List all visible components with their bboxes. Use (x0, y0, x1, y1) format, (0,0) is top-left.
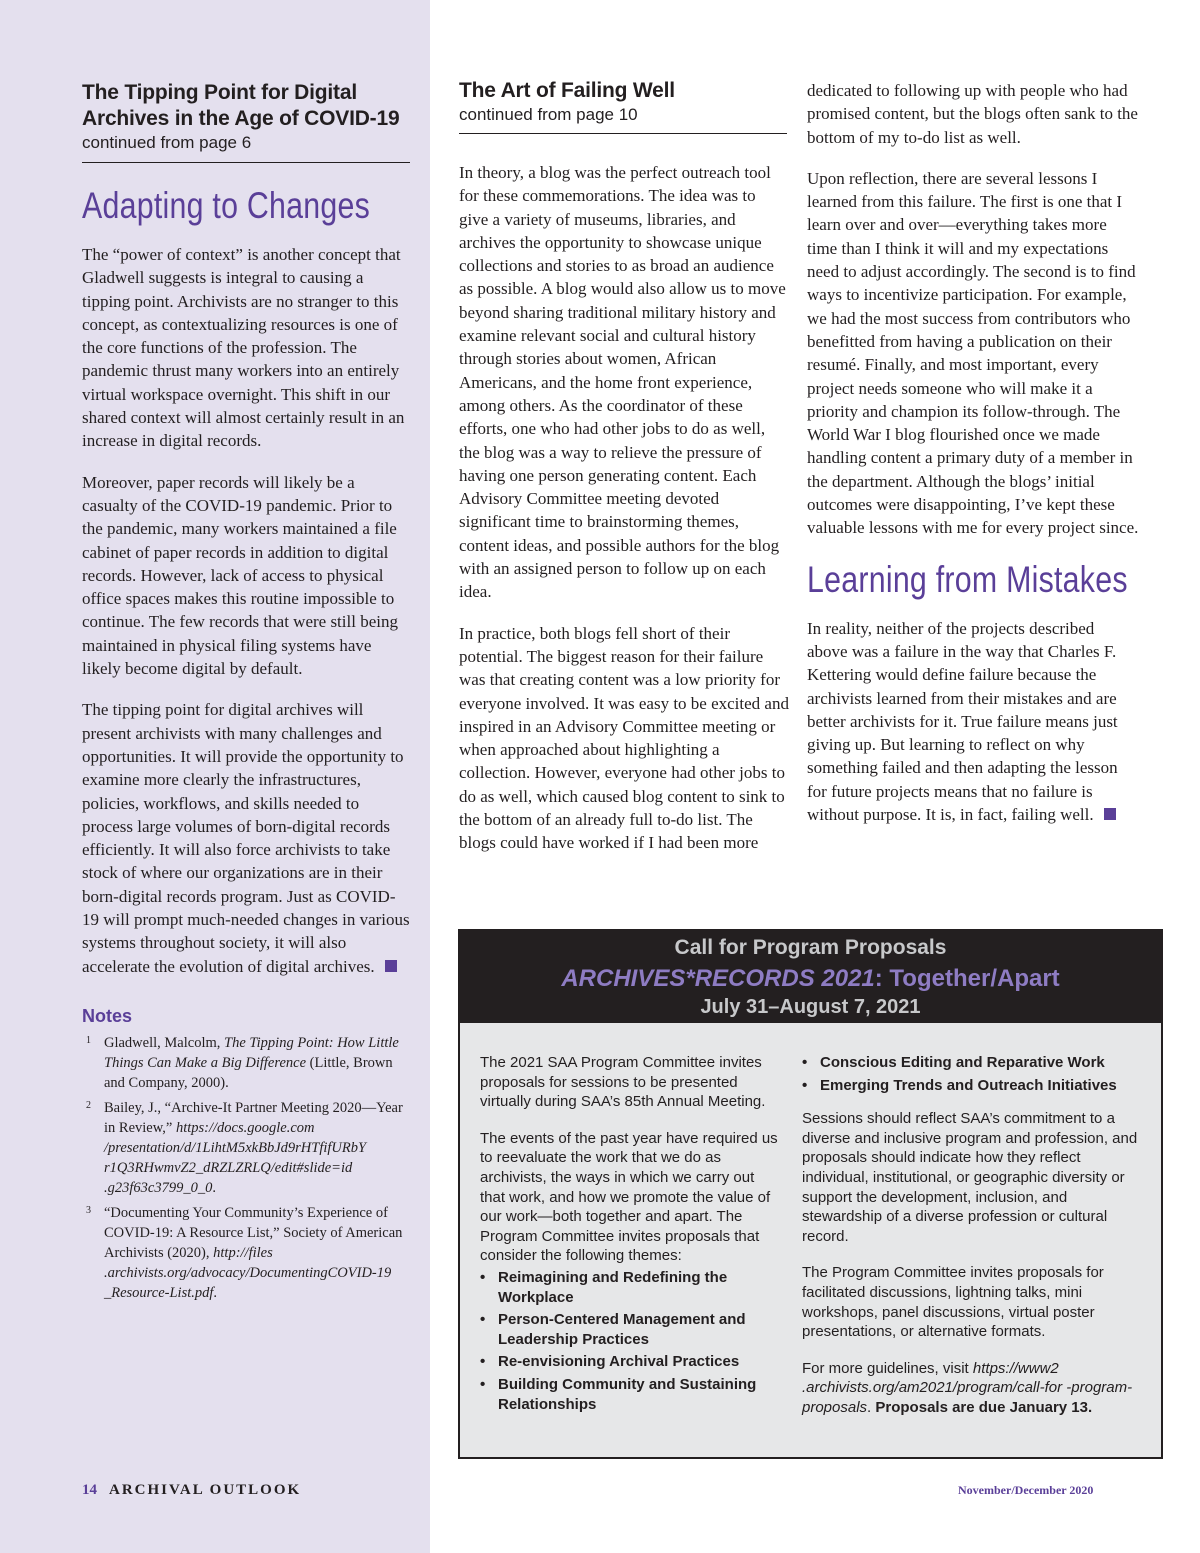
end-mark-icon (385, 960, 397, 972)
sidebar-paragraph-2: Moreover, paper records will likely be a casualty of the COVID-19 pandemic. Prior to the pandemic, many workers maintained a file cabinet of paper records in addition to digital records. However, lack of access to physical office spaces makes this routine impossible to continue. The few records that were still being maintained in physical filing systems have likely become digital by default. (82, 472, 398, 679)
note-text: “Documenting Your Community’s Experience of COVID-19: A Resource List,” Society of American Archivists (2020), (104, 1204, 403, 1261)
page-number: 14 (82, 1482, 97, 1498)
note-number: 1 (86, 1034, 91, 1046)
note-item (82, 1098, 407, 1199)
note-text-end: (Little, Brown and Company, 2000). (104, 1055, 393, 1092)
cfp-guidelines-pre: For more guidelines, visit (802, 1359, 973, 1377)
cfp-intro-paragraph: The 2021 SAA Program Committee invites proposals for sessions to be presented virtually during SAA’s 85th Annual Meeting. (480, 1054, 766, 1111)
note-number: 2 (86, 1099, 91, 1111)
middle-kicker-subtitle: continued from page 10 (459, 105, 638, 124)
cfp-themes-list-right (802, 1053, 1147, 1095)
cfp-themes-list-left (480, 1268, 780, 1414)
call-for-proposals-box (458, 929, 1163, 1459)
sidebar-kicker-rule (82, 162, 410, 163)
cfp-right-column (802, 1053, 1147, 1418)
right-paragraph-1: dedicated to following up with people who had promised content, but the blogs often sank to the bottom of my to-do list as well. (807, 81, 1138, 147)
right-paragraph-2: Upon reflection, there are several lessons I learned from this failure. The first is one that I learn over and over—everything takes more time than I think it will and my expectations need to adjust accordingly. The second is to find ways to incentivize participation. For example, we had the most success from contributors who benefitted from having a publication on their resumé. Finally, and most important, every project needs someone who will make it a priority and champion its follow-through. The World War I blog flourished once we made handling content a primary duty of a member in the department. Although the blogs’ initial outcomes were disappointing, I’ve kept these valuable lessons with me for every project since. (807, 168, 1139, 538)
sidebar-kicker-subtitle: continued from page 6 (82, 133, 252, 152)
publication-name: ARCHIVAL OUTLOOK (109, 1482, 302, 1498)
middle-paragraph-2: In practice, both blogs fell short of their potential. The biggest reason for their failure was that creating content was a low priority for everyone involved. It was easy to be excited and inspired in an Advisory Committee meeting or when approached about highlighting a collection. However, everyone had other jobs to do as well, which caused blog content to sink to the bottom of an already full to-do list. The blogs could have worked if I had been more (459, 623, 789, 853)
cfp-events-paragraph: The events of the past year have required us to reevaluate the work that we do as archivists, the ways in which we carry out that work, and how we promote the value of our work—both together and apart. The Program Committee invites proposals that consider the following themes: (480, 1129, 778, 1265)
right-closing-text: In reality, neither of the projects described above was a failure in the way that Charles F. Kettering would define failure because the archivists learned from their mistakes and are better archivists for it. True failure means just giving up. But learning to reflect on why something failed and then adapting the lesson for future projects means that no failure is without purpose. It is, in fact, failing well. (807, 618, 1118, 825)
middle-kicker-title: The Art of Failing Well (459, 79, 675, 102)
sidebar-kicker-title (82, 80, 412, 132)
notes-heading: Notes (82, 1005, 133, 1026)
cfp-guidelines-paragraph (802, 1359, 1147, 1418)
right-column (807, 79, 1139, 826)
sidebar-kicker-title-line-2: Archives in the Age of COVID-19 (82, 107, 400, 130)
note-text-end: . (212, 1180, 216, 1197)
middle-kicker-rule (459, 133, 787, 134)
footer-publication (82, 1482, 301, 1499)
note-text-end: . (213, 1285, 218, 1302)
cfp-dates: July 31–August 7, 2021 (700, 996, 921, 1018)
note-link[interactable]: https://docs.google.com /presentation/d/1LihtM5xkBbJd9rHTfifURbY r1Q3RHwmvZ2_dRZLZRLQ/edit#slide=id .g23f63c3799_0_0 (104, 1119, 367, 1197)
cfp-header (460, 931, 1161, 1023)
cfp-deadline: Proposals are due January 13. (875, 1398, 1093, 1416)
cfp-theme-item: • Re-envisioning Archival Practices (480, 1352, 780, 1372)
cfp-theme-item: • Reimagining and Redefining the Workplace (480, 1268, 780, 1307)
note-title: The Tipping Point: How Little Things Can Make a Big Difference (104, 1034, 399, 1072)
cfp-event-italic: ARCHIVES*RECORDS 2021 (561, 965, 875, 992)
cfp-theme-item: • Person-Centered Management and Leadership Practices (480, 1310, 780, 1349)
sidebar-column (82, 80, 412, 1308)
note-text: Bailey, J., “Archive-It Partner Meeting 2020—Year in Review,” (104, 1099, 403, 1136)
cfp-theme-item: • Conscious Editing and Reparative Work (802, 1053, 1147, 1073)
footer-issue: November/December 2020 (958, 1483, 1094, 1497)
note-number: 3 (86, 1204, 91, 1216)
sidebar-kicker-title-line-1: The Tipping Point for Digital (82, 81, 357, 104)
cfp-theme-item: • Emerging Trends and Outreach Initiatives (802, 1076, 1147, 1096)
cfp-theme-item: • Building Community and Sustaining Relationships (480, 1375, 780, 1414)
note-item (82, 1033, 407, 1094)
middle-body (459, 161, 789, 855)
middle-column (459, 78, 789, 855)
cfp-event-name (460, 965, 1161, 993)
sidebar-paragraph-3-text: The tipping point for digital archives will present archivists with many challenges and opportunities. It will provide the opportunity to examine more clearly the infrastructures, policies, workflows, and skills needed to process large volumes of born-digital records efficiently. It will also force archivists to take stock of where our organizations are in their born-digital records program. Just as COVID-19 will prompt much-needed changes in various systems throughout society, it will also accelerate the evolution of digital archives. (82, 700, 410, 976)
cfp-guidelines-mid: . (867, 1398, 876, 1416)
notes-list (82, 1033, 407, 1304)
note-link[interactable]: http://files .archivists.org/advocacy/DocumentingCOVID-19 _Resource-List.pdf (104, 1244, 392, 1302)
middle-paragraph-1: In theory, a blog was the perfect outreach tool for these commemorations. The idea was to give a variety of museums, libraries, and archives the opportunity to showcase unique collections and stories to as broad an audience as possible. A blog would also allow us to move beyond sharing traditional military history and examine relevant social and cultural history through stories about women, African Americans, and the home front experience, among others. As the coordinator of these efforts, one who had other jobs to do as well, the blog was a way to relieve the pressure of having one person generating content. Each Advisory Committee meeting devoted significant time to brainstorming themes, content ideas, and possible authors for the blog with an assigned person to follow up on each idea. (459, 163, 786, 602)
cfp-sessions-paragraph: Sessions should reflect SAA’s commitment to a diverse and inclusive program and profession, and proposals should indicate how they reflect individual, institutional, or geographic diversity or support the development, inclusion, and stewardship of a diverse profession or cultural record. (802, 1110, 1138, 1245)
end-mark-icon (1104, 808, 1116, 820)
cfp-title: Call for Program Proposals (674, 936, 947, 959)
cfp-event-rest: : Together/Apart (874, 965, 1060, 992)
learning-heading: Learning from Mistakes (807, 558, 1128, 600)
sidebar-paragraph-1: The “power of context” is another concept that Gladwell suggests is integral to causing a tipping point. Archivists are no stranger to this concept, as contextualizing resources is one of the core functions of the profession. The pandemic thrust many workers into an entirely virtual workspace overnight. This shift in our shared context will almost certainly result in an increase in digital records. (82, 245, 405, 451)
cfp-guidelines-link[interactable]: https://www2 .archivists.org/am2021/program/call-for -program-proposals (802, 1359, 1133, 1416)
note-item (82, 1203, 407, 1304)
note-text: Gladwell, Malcolm, (104, 1034, 225, 1051)
cfp-formats-paragraph: The Program Committee invites proposals for facilitated discussions, lightning talks, mini workshops, panel discussions, virtual poster presentations, or alternative formats. (802, 1264, 1104, 1341)
right-closing-paragraph (807, 617, 1139, 827)
sidebar-body (82, 243, 412, 978)
cfp-left-column (480, 1053, 780, 1417)
adapting-heading: Adapting to Changes (82, 185, 371, 226)
sidebar-paragraph-3 (82, 698, 412, 978)
